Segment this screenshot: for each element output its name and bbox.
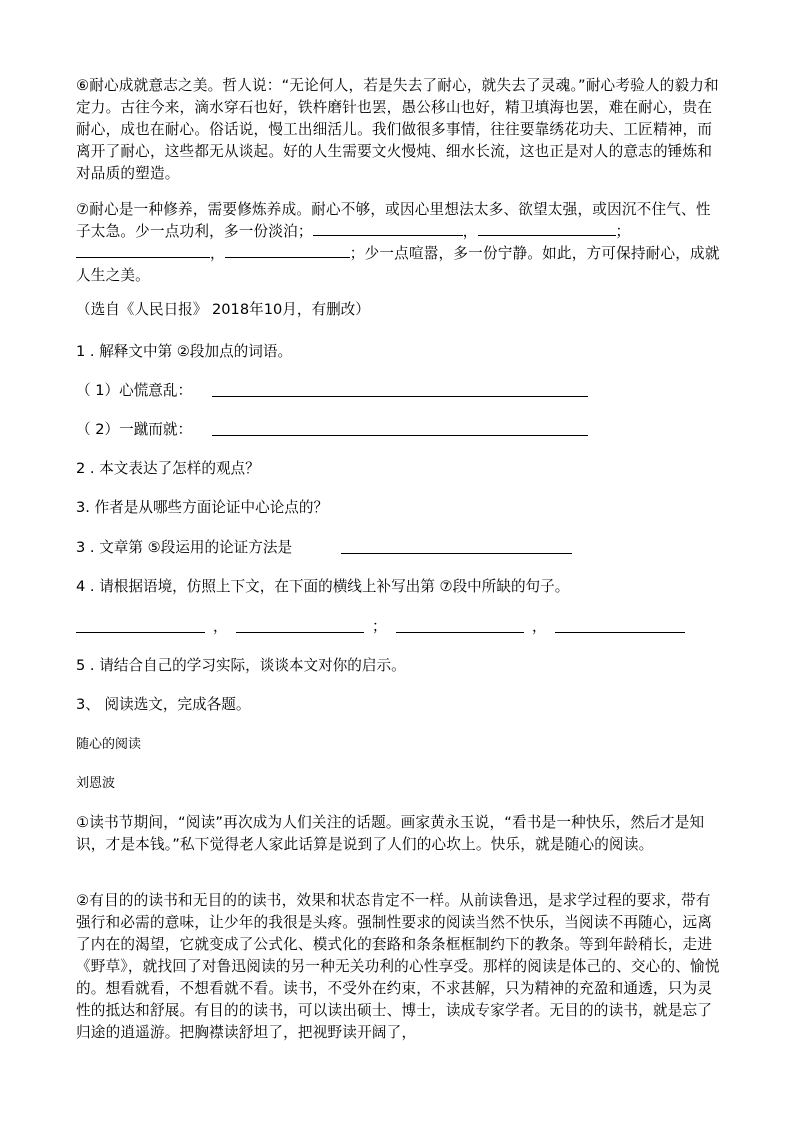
question-4: 4 . 请根据语境，仿照上下文，在下面的横线上补写出第 ⑦段中所缺的句子。 <box>76 578 570 595</box>
article-paragraph-1: ①读书节期间，“阅读”再次成为人们关注的话题。画家黄永玉说，“看书是一种快乐，然后才是知识，才是本钱。”私下觉得老人家此话算是说到了人们的心坎上。快乐，就是随心的阅读。 <box>76 814 705 853</box>
answer-line-3b[interactable] <box>341 553 572 554</box>
semicolon: ； <box>615 223 631 240</box>
article-paragraph-2: ②有目的的读书和无目的的读书，效果和状态肯定不一样。从前读鲁迅，是求学过程的要求，带有强行和必需的意味，让少年的我很是头疼。强制性要求的阅读当然不快乐，当阅读不再随心，远离了内在的渴望，它就变成了公式化、模式化的套路和条条框框制约下的教条。等到年龄稍长，走进《野草》，就找回了对鲁迅阅读的另一种无关功利的心性享受。那样的阅读是体己的、交心的、愉悦的。想看就看，不想看就不看。读书，不受外在约束，不求甚解，只为精神的充盈和通透，只为灵性的抵达和舒展。有目的的读书，可以读出硕士、博士，读成专家学者。无目的的读书，就是忘了归途的逍遥游。把胸襟读舒坦了，把视野读开阔了， <box>76 892 720 1041</box>
answer-blank-7b[interactable] <box>478 234 616 236</box>
article-author: 刘恩波 <box>76 776 116 791</box>
separator-semicolon: ； <box>372 618 387 635</box>
answer-line-4d[interactable] <box>555 632 685 633</box>
question-1: 1 . 解释文中第 ②段加点的词语。 <box>76 343 293 360</box>
question-1b-label: （ 2）一蹴而就： <box>76 421 193 438</box>
answer-line-1b[interactable] <box>212 435 588 436</box>
separator-comma: ， <box>532 618 547 635</box>
answer-line-4a[interactable] <box>76 632 205 633</box>
question-3: 3. 作者是从哪些方面论证中心论点的？ <box>76 499 329 516</box>
question-3b: 3 . 文章第 ⑤段运用的论证方法是 <box>76 539 293 556</box>
separator-comma: ， <box>213 618 228 635</box>
section-3-heading: 3、 阅读选文，完成各题。 <box>76 696 251 713</box>
paragraph-7-text: ⑦耐心是一种修养，需要修炼养成。耐心不够，或因心里想法太多、欲望太强，或因沉不住气、性子太急。少一点功利，多一份淡泊； <box>76 201 711 240</box>
question-1a-label: （ 1）心慌意乱： <box>76 382 193 399</box>
source-note: （选自《人民日报》 2018年10月，有删改） <box>76 301 370 318</box>
comma: ， <box>210 245 225 262</box>
paragraph-7 <box>76 199 720 287</box>
comma: ， <box>462 223 478 240</box>
answer-line-1a[interactable] <box>212 396 588 397</box>
article-title: 随心的阅读 <box>76 737 142 752</box>
answer-line-4c[interactable] <box>396 632 524 633</box>
answer-blank-7c[interactable] <box>76 256 210 258</box>
question-5: 5 . 请结合自己的学习实际，谈谈本文对你的启示。 <box>76 657 406 674</box>
paragraph-7-text-end: ；少一点喧嚣，多一份宁静。如此，方可保持耐心，成就人生之美。 <box>76 245 720 284</box>
question-2: 2 . 本文表达了怎样的观点？ <box>76 460 260 477</box>
answer-line-4b[interactable] <box>236 632 364 633</box>
answer-blank-7a[interactable] <box>313 234 463 236</box>
paragraph-6: ⑥耐心成就意志之美。哲人说：“无论何人，若是失去了耐心，就失去了灵魂。”耐心考验人的毅力和定力。古往今来，滴水穿石也好，铁杵磨针也罢，愚公移山也好，精卫填海也罢，难在耐心，贵在耐心，成也在耐心。俗话说，慢工出细活儿。我们做很多事情，往往要靠绣花功夫、工匠精神，而离开了耐心，这些都无从谈起。好的人生需要文火慢炖、细水长流，这也正是对人的意志的锤炼和对品质的塑造。 <box>76 77 719 182</box>
answer-blank-7d[interactable] <box>225 256 350 258</box>
